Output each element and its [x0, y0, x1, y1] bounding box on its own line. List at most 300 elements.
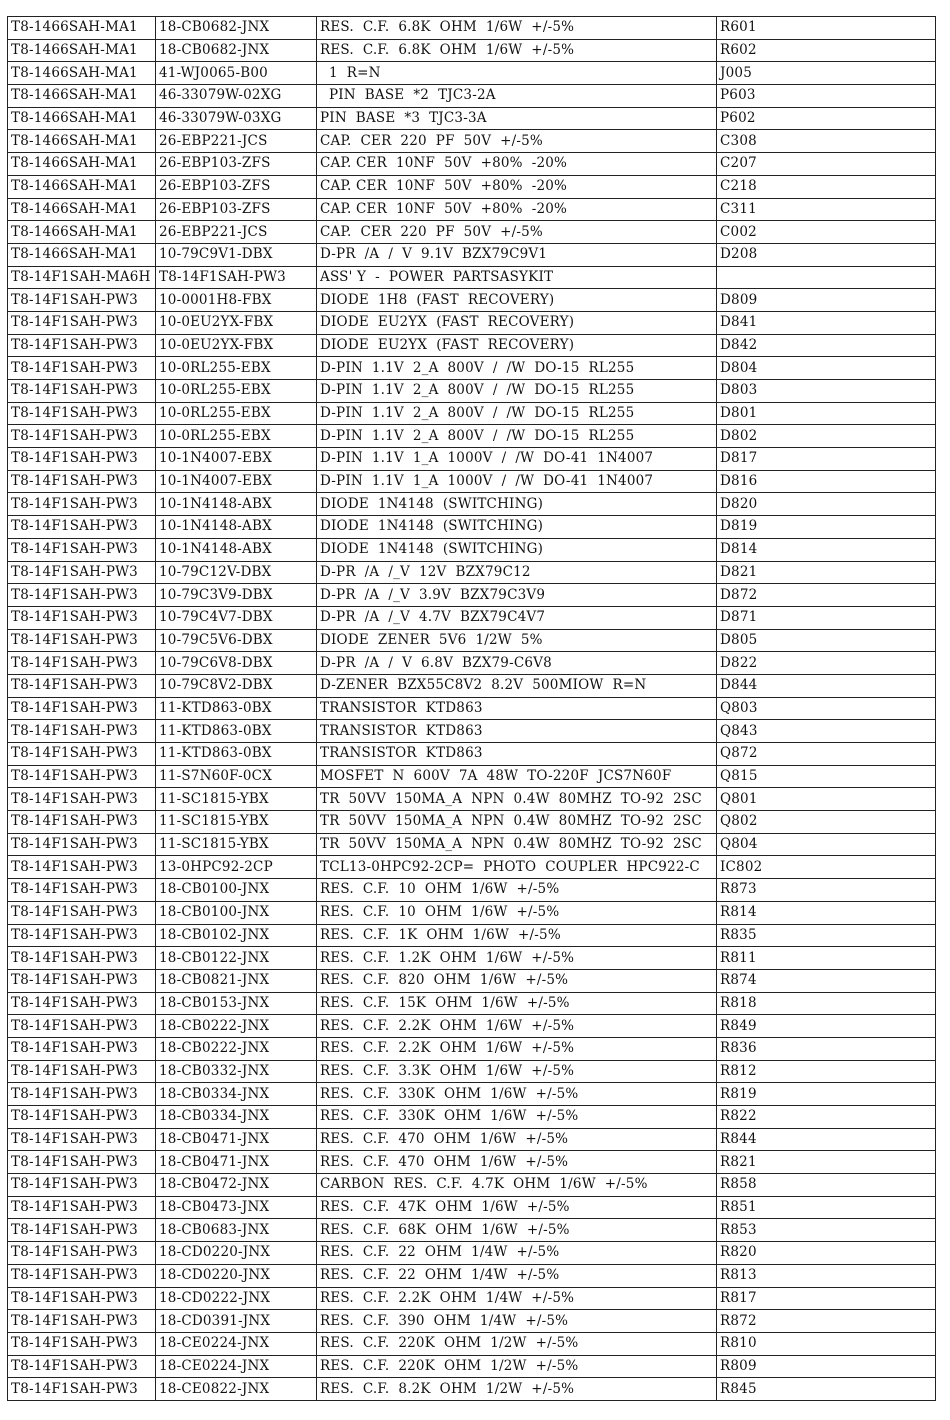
location-cell: Q815 [717, 765, 936, 788]
description-cell: RES. C.F. 22 OHM 1/4W +/-5% [317, 1242, 717, 1265]
location-cell: D801 [717, 402, 936, 425]
part-number-cell: 13-0HPC92-2CP [156, 856, 317, 879]
location-cell: Q872 [717, 743, 936, 766]
part-number-cell: 10-0EU2YX-FBX [156, 334, 317, 357]
parent-part-cell: T8-14F1SAH-MA6H [8, 266, 156, 289]
part-number-cell: 18-CB0332-JNX [156, 1060, 317, 1083]
part-number-cell: 11-SC1815-YBX [156, 788, 317, 811]
parent-part-cell: T8-14F1SAH-PW3 [8, 538, 156, 561]
parent-part-cell: T8-14F1SAH-PW3 [8, 901, 156, 924]
parent-part-cell: T8-14F1SAH-PW3 [8, 1015, 156, 1038]
description-cell: DIODE ZENER 5V6 1/2W 5% [317, 629, 717, 652]
table-row [8, 788, 936, 811]
table-row [8, 833, 936, 856]
description-cell: DIODE 1N4148 (SWITCHING) [317, 516, 717, 539]
parent-part-cell: T8-14F1SAH-PW3 [8, 606, 156, 629]
table-row [8, 198, 936, 221]
location-cell: Q803 [717, 697, 936, 720]
part-number-cell: 26-EBP103-ZFS [156, 175, 317, 198]
parent-part-cell: T8-14F1SAH-PW3 [8, 1151, 156, 1174]
location-cell: D208 [717, 243, 936, 266]
parent-part-cell: T8-14F1SAH-PW3 [8, 992, 156, 1015]
part-number-cell: 10-79C12V-DBX [156, 561, 317, 584]
table-row [8, 334, 936, 357]
location-cell: R809 [717, 1355, 936, 1378]
location-cell: D809 [717, 289, 936, 312]
table-row [8, 175, 936, 198]
table-row [8, 1355, 936, 1378]
part-number-cell: 10-1N4148-ABX [156, 493, 317, 516]
parent-part-cell: T8-14F1SAH-PW3 [8, 1106, 156, 1129]
location-cell: D814 [717, 538, 936, 561]
part-number-cell: 18-CB0100-JNX [156, 901, 317, 924]
parent-part-cell: T8-14F1SAH-PW3 [8, 765, 156, 788]
part-number-cell: 18-CB0102-JNX [156, 924, 317, 947]
parent-part-cell: T8-14F1SAH-PW3 [8, 493, 156, 516]
parent-part-cell: T8-14F1SAH-PW3 [8, 1355, 156, 1378]
part-number-cell: 41-WJ0065-B00 [156, 62, 317, 85]
part-number-cell: 11-SC1815-YBX [156, 833, 317, 856]
description-cell: TCL13-0HPC92-2CP= PHOTO COUPLER HPC922-C [317, 856, 717, 879]
part-number-cell: 26-EBP103-ZFS [156, 198, 317, 221]
table-row [8, 85, 936, 108]
description-cell: TRANSISTOR KTD863 [317, 720, 717, 743]
location-cell: R849 [717, 1015, 936, 1038]
description-cell: RES. C.F. 820 OHM 1/6W +/-5% [317, 969, 717, 992]
description-cell: DIODE 1N4148 (SWITCHING) [317, 493, 717, 516]
table-row [8, 1174, 936, 1197]
table-row [8, 107, 936, 130]
description-cell: ASS' Y - POWER PARTSASYKIT [317, 266, 717, 289]
table-row [8, 243, 936, 266]
part-number-cell: 46-33079W-02XG [156, 85, 317, 108]
table-row [8, 425, 936, 448]
part-number-cell: 10-0RL255-EBX [156, 425, 317, 448]
location-cell: R845 [717, 1378, 936, 1401]
location-cell: R835 [717, 924, 936, 947]
part-number-cell: 10-79C4V7-DBX [156, 606, 317, 629]
table-row [8, 1242, 936, 1265]
description-cell: DIODE EU2YX (FAST RECOVERY) [317, 311, 717, 334]
parent-part-cell: T8-14F1SAH-PW3 [8, 1219, 156, 1242]
parent-part-cell: T8-14F1SAH-PW3 [8, 743, 156, 766]
part-number-cell: 10-79C5V6-DBX [156, 629, 317, 652]
table-row [8, 311, 936, 334]
part-number-cell: 18-CB0472-JNX [156, 1174, 317, 1197]
table-row [8, 856, 936, 879]
parent-part-cell: T8-14F1SAH-PW3 [8, 448, 156, 471]
table-row [8, 1083, 936, 1106]
description-cell: CAP. CER 220 PF 50V +/-5% [317, 130, 717, 153]
description-cell: PIN BASE *3 TJC3-3A [317, 107, 717, 130]
table-row [8, 1196, 936, 1219]
part-number-cell: 10-79C8V2-DBX [156, 674, 317, 697]
table-row [8, 629, 936, 652]
parent-part-cell: T8-14F1SAH-PW3 [8, 947, 156, 970]
parent-part-cell: T8-14F1SAH-PW3 [8, 720, 156, 743]
location-cell: R822 [717, 1106, 936, 1129]
description-cell: TRANSISTOR KTD863 [317, 743, 717, 766]
parent-part-cell: T8-14F1SAH-PW3 [8, 1378, 156, 1401]
parent-part-cell: T8-14F1SAH-PW3 [8, 380, 156, 403]
table-row [8, 652, 936, 675]
location-cell: R601 [717, 17, 936, 40]
description-cell: RES. C.F. 470 OHM 1/6W +/-5% [317, 1128, 717, 1151]
part-number-cell: 18-CD0391-JNX [156, 1310, 317, 1333]
description-cell: RES. C.F. 10 OHM 1/6W +/-5% [317, 879, 717, 902]
table-row [8, 924, 936, 947]
location-cell: R851 [717, 1196, 936, 1219]
part-number-cell: 26-EBP103-ZFS [156, 153, 317, 176]
part-number-cell: 18-CB0473-JNX [156, 1196, 317, 1219]
location-cell: C002 [717, 221, 936, 244]
location-cell: C308 [717, 130, 936, 153]
location-cell: D819 [717, 516, 936, 539]
table-row [8, 901, 936, 924]
table-row [8, 1151, 936, 1174]
description-cell: RES. C.F. 6.8K OHM 1/6W +/-5% [317, 39, 717, 62]
part-number-cell: 11-KTD863-0BX [156, 720, 317, 743]
location-cell: Q804 [717, 833, 936, 856]
table-row [8, 969, 936, 992]
table-row [8, 1037, 936, 1060]
description-cell: RES. C.F. 220K OHM 1/2W +/-5% [317, 1332, 717, 1355]
parent-part-cell: T8-1466SAH-MA1 [8, 17, 156, 40]
description-cell: RES. C.F. 1.2K OHM 1/6W +/-5% [317, 947, 717, 970]
location-cell: J005 [717, 62, 936, 85]
part-number-cell: 18-CE0224-JNX [156, 1355, 317, 1378]
parent-part-cell: T8-14F1SAH-PW3 [8, 1128, 156, 1151]
location-cell: R811 [717, 947, 936, 970]
parent-part-cell: T8-14F1SAH-PW3 [8, 1083, 156, 1106]
part-number-cell: 10-1N4007-EBX [156, 448, 317, 471]
table-row [8, 584, 936, 607]
parent-part-cell: T8-1466SAH-MA1 [8, 130, 156, 153]
parent-part-cell: T8-14F1SAH-PW3 [8, 425, 156, 448]
parent-part-cell: T8-14F1SAH-PW3 [8, 289, 156, 312]
parent-part-cell: T8-14F1SAH-PW3 [8, 1060, 156, 1083]
table-row [8, 1378, 936, 1401]
parent-part-cell: T8-14F1SAH-PW3 [8, 811, 156, 834]
description-cell: TRANSISTOR KTD863 [317, 697, 717, 720]
location-cell: D820 [717, 493, 936, 516]
description-cell: 1 R=N [317, 62, 717, 85]
parent-part-cell: T8-14F1SAH-PW3 [8, 1332, 156, 1355]
part-number-cell: 11-S7N60F-0CX [156, 765, 317, 788]
part-number-cell: 18-CB0334-JNX [156, 1083, 317, 1106]
parent-part-cell: T8-14F1SAH-PW3 [8, 1242, 156, 1265]
parent-part-cell: T8-14F1SAH-PW3 [8, 470, 156, 493]
description-cell: RES. C.F. 8.2K OHM 1/2W +/-5% [317, 1378, 717, 1401]
parent-part-cell: T8-14F1SAH-PW3 [8, 402, 156, 425]
location-cell: D805 [717, 629, 936, 652]
description-cell: TR 50VV 150MA_A NPN 0.4W 80MHZ TO-92 2SC [317, 811, 717, 834]
location-cell: R813 [717, 1264, 936, 1287]
description-cell: D-PIN 1.1V 1_A 1000V / /W DO-41 1N4007 [317, 470, 717, 493]
location-cell: R817 [717, 1287, 936, 1310]
parent-part-cell: T8-1466SAH-MA1 [8, 243, 156, 266]
table-row [8, 674, 936, 697]
part-number-cell: 10-1N4148-ABX [156, 516, 317, 539]
table-row [8, 1219, 936, 1242]
table-row [8, 1106, 936, 1129]
table-row [8, 17, 936, 40]
location-cell: R872 [717, 1310, 936, 1333]
location-cell: D802 [717, 425, 936, 448]
parent-part-cell: T8-14F1SAH-PW3 [8, 856, 156, 879]
parent-part-cell: T8-14F1SAH-PW3 [8, 334, 156, 357]
table-row [8, 1264, 936, 1287]
location-cell: D817 [717, 448, 936, 471]
table-row [8, 1128, 936, 1151]
description-cell: D-PR /A /_V 12V BZX79C12 [317, 561, 717, 584]
description-cell: RES. C.F. 2.2K OHM 1/4W +/-5% [317, 1287, 717, 1310]
parent-part-cell: T8-1466SAH-MA1 [8, 62, 156, 85]
location-cell: D871 [717, 606, 936, 629]
location-cell: C207 [717, 153, 936, 176]
parent-part-cell: T8-14F1SAH-PW3 [8, 969, 156, 992]
part-number-cell: 18-CE0822-JNX [156, 1378, 317, 1401]
description-cell: PIN BASE *2 TJC3-2A [317, 85, 717, 108]
description-cell: RES. C.F. 3.3K OHM 1/6W +/-5% [317, 1060, 717, 1083]
part-number-cell: 18-CB0153-JNX [156, 992, 317, 1015]
description-cell: DIODE 1H8 (FAST RECOVERY) [317, 289, 717, 312]
description-cell: RES. C.F. 390 OHM 1/4W +/-5% [317, 1310, 717, 1333]
parent-part-cell: T8-14F1SAH-PW3 [8, 833, 156, 856]
parts-list-body [8, 17, 936, 1401]
location-cell: R874 [717, 969, 936, 992]
location-cell: Q802 [717, 811, 936, 834]
part-number-cell: 18-CB0222-JNX [156, 1037, 317, 1060]
parent-part-cell: T8-14F1SAH-PW3 [8, 311, 156, 334]
table-row [8, 1310, 936, 1333]
description-cell: RES. C.F. 47K OHM 1/6W +/-5% [317, 1196, 717, 1219]
part-number-cell: 10-79C3V9-DBX [156, 584, 317, 607]
location-cell: D841 [717, 311, 936, 334]
parent-part-cell: T8-14F1SAH-PW3 [8, 924, 156, 947]
table-row [8, 130, 936, 153]
description-cell: TR 50VV 150MA_A NPN 0.4W 80MHZ TO-92 2SC [317, 788, 717, 811]
description-cell: RES. C.F. 1K OHM 1/6W +/-5% [317, 924, 717, 947]
part-number-cell: 10-79C6V8-DBX [156, 652, 317, 675]
parent-part-cell: T8-14F1SAH-PW3 [8, 1037, 156, 1060]
part-number-cell: 18-CB0471-JNX [156, 1151, 317, 1174]
description-cell: D-PR /A / V 9.1V BZX79C9V1 [317, 243, 717, 266]
part-number-cell: 18-CB0682-JNX [156, 17, 317, 40]
part-number-cell: 18-CD0220-JNX [156, 1242, 317, 1265]
description-cell: D-PIN 1.1V 2_A 800V / /W DO-15 RL255 [317, 380, 717, 403]
parent-part-cell: T8-1466SAH-MA1 [8, 107, 156, 130]
part-number-cell: 11-KTD863-0BX [156, 697, 317, 720]
parent-part-cell: T8-14F1SAH-PW3 [8, 561, 156, 584]
location-cell: D842 [717, 334, 936, 357]
part-number-cell: 11-SC1815-YBX [156, 811, 317, 834]
part-number-cell: 26-EBP221-JCS [156, 221, 317, 244]
location-cell: R821 [717, 1151, 936, 1174]
part-number-cell: 10-0RL255-EBX [156, 380, 317, 403]
description-cell: RES. C.F. 220K OHM 1/2W +/-5% [317, 1355, 717, 1378]
part-number-cell: 18-CD0222-JNX [156, 1287, 317, 1310]
part-number-cell: 10-0RL255-EBX [156, 402, 317, 425]
description-cell: RES. C.F. 2.2K OHM 1/6W +/-5% [317, 1037, 717, 1060]
table-row [8, 947, 936, 970]
table-row [8, 743, 936, 766]
description-cell: D-PIN 1.1V 2_A 800V / /W DO-15 RL255 [317, 357, 717, 380]
part-number-cell: 10-1N4148-ABX [156, 538, 317, 561]
description-cell: RES. C.F. 22 OHM 1/4W +/-5% [317, 1264, 717, 1287]
parent-part-cell: T8-14F1SAH-PW3 [8, 788, 156, 811]
part-number-cell: 10-0001H8-FBX [156, 289, 317, 312]
location-cell: Q843 [717, 720, 936, 743]
location-cell: R819 [717, 1083, 936, 1106]
table-row [8, 720, 936, 743]
part-number-cell: 18-CB0683-JNX [156, 1219, 317, 1242]
description-cell: RES. C.F. 6.8K OHM 1/6W +/-5% [317, 17, 717, 40]
location-cell: R858 [717, 1174, 936, 1197]
parent-part-cell: T8-14F1SAH-PW3 [8, 1196, 156, 1219]
parent-part-cell: T8-14F1SAH-PW3 [8, 697, 156, 720]
part-number-cell: 18-CE0224-JNX [156, 1332, 317, 1355]
table-row [8, 380, 936, 403]
table-row [8, 357, 936, 380]
table-row [8, 992, 936, 1015]
table-row [8, 811, 936, 834]
description-cell: D-PIN 1.1V 1_A 1000V / /W DO-41 1N4007 [317, 448, 717, 471]
part-number-cell: 18-CB0334-JNX [156, 1106, 317, 1129]
part-number-cell: 10-0RL255-EBX [156, 357, 317, 380]
parent-part-cell: T8-14F1SAH-PW3 [8, 1264, 156, 1287]
location-cell: R873 [717, 879, 936, 902]
table-row [8, 448, 936, 471]
part-number-cell: 10-1N4007-EBX [156, 470, 317, 493]
description-cell: D-PIN 1.1V 2_A 800V / /W DO-15 RL255 [317, 402, 717, 425]
part-number-cell: 18-CB0471-JNX [156, 1128, 317, 1151]
location-cell: R818 [717, 992, 936, 1015]
location-cell: C311 [717, 198, 936, 221]
description-cell: CAP. CER 10NF 50V +80% -20% [317, 175, 717, 198]
location-cell: D816 [717, 470, 936, 493]
description-cell: D-PR /A /_V 3.9V BZX79C3V9 [317, 584, 717, 607]
location-cell: R812 [717, 1060, 936, 1083]
location-cell: D821 [717, 561, 936, 584]
parent-part-cell: T8-1466SAH-MA1 [8, 198, 156, 221]
description-cell: RES. C.F. 2.2K OHM 1/6W +/-5% [317, 1015, 717, 1038]
parent-part-cell: T8-14F1SAH-PW3 [8, 629, 156, 652]
location-cell [717, 266, 936, 289]
description-cell: D-ZENER BZX55C8V2 8.2V 500MIOW R=N [317, 674, 717, 697]
table-row [8, 765, 936, 788]
table-row [8, 516, 936, 539]
table-row [8, 153, 936, 176]
location-cell: IC802 [717, 856, 936, 879]
parent-part-cell: T8-1466SAH-MA1 [8, 85, 156, 108]
table-row [8, 39, 936, 62]
part-number-cell: 26-EBP221-JCS [156, 130, 317, 153]
part-number-cell: 11-KTD863-0BX [156, 743, 317, 766]
description-cell: DIODE EU2YX (FAST RECOVERY) [317, 334, 717, 357]
parent-part-cell: T8-14F1SAH-PW3 [8, 1174, 156, 1197]
table-row [8, 538, 936, 561]
parent-part-cell: T8-1466SAH-MA1 [8, 175, 156, 198]
location-cell: D804 [717, 357, 936, 380]
description-cell: D-PR /A / V 6.8V BZX79-C6V8 [317, 652, 717, 675]
description-cell: RES. C.F. 470 OHM 1/6W +/-5% [317, 1151, 717, 1174]
description-cell: CAP. CER 220 PF 50V +/-5% [317, 221, 717, 244]
location-cell: R810 [717, 1332, 936, 1355]
table-row [8, 879, 936, 902]
table-row [8, 470, 936, 493]
location-cell: C218 [717, 175, 936, 198]
location-cell: R814 [717, 901, 936, 924]
table-row [8, 1287, 936, 1310]
location-cell: D803 [717, 380, 936, 403]
location-cell: P602 [717, 107, 936, 130]
parent-part-cell: T8-14F1SAH-PW3 [8, 357, 156, 380]
table-row [8, 221, 936, 244]
parent-part-cell: T8-1466SAH-MA1 [8, 221, 156, 244]
parent-part-cell: T8-14F1SAH-PW3 [8, 879, 156, 902]
table-row [8, 561, 936, 584]
table-row [8, 606, 936, 629]
parent-part-cell: T8-14F1SAH-PW3 [8, 516, 156, 539]
parent-part-cell: T8-14F1SAH-PW3 [8, 1310, 156, 1333]
description-cell: MOSFET N 600V 7A 48W TO-220F JCS7N60F [317, 765, 717, 788]
table-row [8, 1332, 936, 1355]
parent-part-cell: T8-14F1SAH-PW3 [8, 652, 156, 675]
parent-part-cell: T8-1466SAH-MA1 [8, 39, 156, 62]
description-cell: RES. C.F. 15K OHM 1/6W +/-5% [317, 992, 717, 1015]
part-number-cell: 18-CB0682-JNX [156, 39, 317, 62]
description-cell: RES. C.F. 330K OHM 1/6W +/-5% [317, 1106, 717, 1129]
table-row [8, 1015, 936, 1038]
location-cell: D872 [717, 584, 936, 607]
location-cell: Q801 [717, 788, 936, 811]
description-cell: D-PR /A /_V 4.7V BZX79C4V7 [317, 606, 717, 629]
location-cell: R602 [717, 39, 936, 62]
location-cell: R844 [717, 1128, 936, 1151]
description-cell: CAP. CER 10NF 50V +80% -20% [317, 198, 717, 221]
table-row [8, 62, 936, 85]
part-number-cell: 18-CD0220-JNX [156, 1264, 317, 1287]
table-row [8, 1060, 936, 1083]
description-cell: RES. C.F. 10 OHM 1/6W +/-5% [317, 901, 717, 924]
parent-part-cell: T8-1466SAH-MA1 [8, 153, 156, 176]
table-row [8, 266, 936, 289]
parts-list-table [7, 16, 936, 1401]
description-cell: DIODE 1N4148 (SWITCHING) [317, 538, 717, 561]
part-number-cell: 10-0EU2YX-FBX [156, 311, 317, 334]
location-cell: D822 [717, 652, 936, 675]
table-row [8, 493, 936, 516]
part-number-cell: 46-33079W-03XG [156, 107, 317, 130]
part-number-cell: 18-CB0100-JNX [156, 879, 317, 902]
description-cell: RES. C.F. 330K OHM 1/6W +/-5% [317, 1083, 717, 1106]
description-cell: D-PIN 1.1V 2_A 800V / /W DO-15 RL255 [317, 425, 717, 448]
description-cell: RES. C.F. 68K OHM 1/6W +/-5% [317, 1219, 717, 1242]
location-cell: D844 [717, 674, 936, 697]
location-cell: R853 [717, 1219, 936, 1242]
location-cell: P603 [717, 85, 936, 108]
parent-part-cell: T8-14F1SAH-PW3 [8, 1287, 156, 1310]
part-number-cell: 10-79C9V1-DBX [156, 243, 317, 266]
parent-part-cell: T8-14F1SAH-PW3 [8, 674, 156, 697]
part-number-cell: T8-14F1SAH-PW3 [156, 266, 317, 289]
description-cell: CAP. CER 10NF 50V +80% -20% [317, 153, 717, 176]
description-cell: TR 50VV 150MA_A NPN 0.4W 80MHZ TO-92 2SC [317, 833, 717, 856]
parent-part-cell: T8-14F1SAH-PW3 [8, 584, 156, 607]
location-cell: R820 [717, 1242, 936, 1265]
part-number-cell: 18-CB0821-JNX [156, 969, 317, 992]
